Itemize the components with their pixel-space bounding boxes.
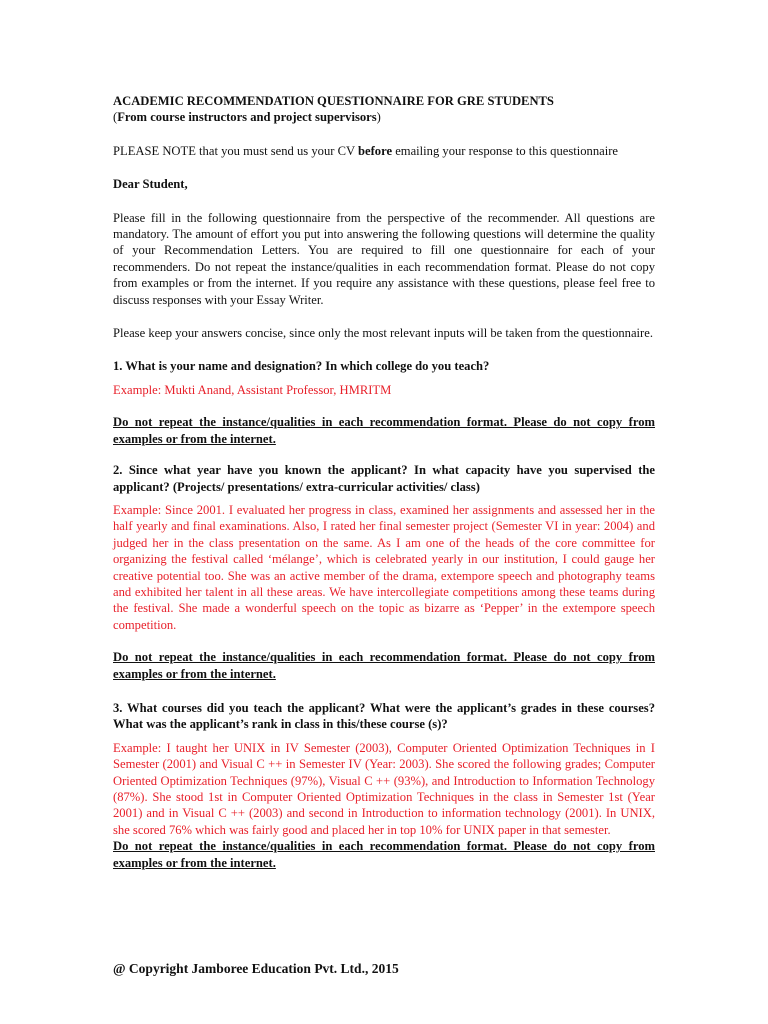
question-3: 3. What courses did you teach the applicant? What were the applicant’s grades in these courses? What was the applicant’s rank in class in this/these course (s)? (113, 700, 655, 732)
example-1: Example: Mukti Anand, Assistant Professor, HMRITM (113, 382, 392, 397)
subtitle-close-paren: ) (376, 110, 381, 125)
salutation: Dear Student, (113, 177, 188, 192)
subtitle-open-paren: ( (113, 110, 118, 125)
cv-note-post: emailing your response to this questionnaire (392, 143, 618, 158)
document-body (113, 93, 655, 871)
warning-3: Do not repeat the instance/qualities in each recommendation format. Please do not copy from examples or from the internet. (113, 839, 655, 870)
warning-2: Do not repeat the instance/qualities in each recommendation format. Please do not copy from examples or from the internet. (113, 650, 655, 681)
subtitle-text: From course instructors and project supervisors (117, 110, 377, 125)
warning-1: Do not repeat the instance/qualities in each recommendation format. Please do not copy from examples or from the internet. (113, 415, 655, 446)
cv-note-pre: PLEASE NOTE that you must send us your CV (113, 143, 358, 158)
question-1: 1. What is your name and designation? In which college do you teach? (113, 359, 490, 374)
example-2: Example: Since 2001. I evaluated her progress in class, examined her assignments and assessed her in the half yearly and final examinations. Also, I rated her final semester project (Semester VI in year: 2004) and judged her in the class presentation on the same. As I am one of the heads of the core committee for organizing the festival called ‘mélange’, which is celebrated yearly in our institution, I could gauge her creative potential too. She was an active member of the drama, extempore speech and photography teams and exhibited her talent in all these areas. We have intercollegiate competitions among these teams during the festival. She made a wonderful speech on the topic as bizarre as ‘Pepper’ in the extempore speech competition. (113, 502, 655, 632)
example-3: Example: I taught her UNIX in IV Semester (2003), Computer Oriented Optimization Techniques in I Semester (2001) and Visual C ++ in Semester IV (Year: 2003). She scored the following grades; Computer Oriented Optimization Techniques (97%), Visual C ++ (93%), and Introduction to Information Technology (87%). She stood 1st in Computer Oriented Optimization Techniques in the class in Semester 1st (Year 2001) and in Visual C ++ (2003) and second in Introduction to information technology (2001). In UNIX, she scored 76% which was fairly good and placed her in top 10% for UNIX paper in that semester. (113, 740, 655, 837)
question-2: 2. Since what year have you known the applicant? In what capacity have you supervised the applicant? (Projects/ presentations/ extra-curricular activities/ class) (113, 463, 655, 494)
cv-note-bold: before (358, 143, 393, 158)
page-title: ACADEMIC RECOMMENDATION QUESTIONNAIRE FOR GRE STUDENTS (113, 94, 554, 108)
concise-paragraph: Please keep your answers concise, since only the most relevant inputs will be taken from the questionnaire. (113, 326, 653, 341)
page-subtitle (113, 109, 655, 125)
cv-note (113, 143, 655, 159)
copyright-footer: @ Copyright Jamboree Education Pvt. Ltd., 2015 (113, 961, 399, 976)
intro-paragraph: Please fill in the following questionnaire from the perspective of the recommender. All questions are mandatory. The amount of effort you put into answering the following questions will determine the quality of your Recommendation Letters. You are required to fill one questionnaire for each of your recommenders. Do not repeat the instance/qualities in each recommendation format. Please do not copy from examples or from the internet. If you require any assistance with these questions, please feel free to discuss responses with your Essay Writer. (113, 210, 655, 307)
